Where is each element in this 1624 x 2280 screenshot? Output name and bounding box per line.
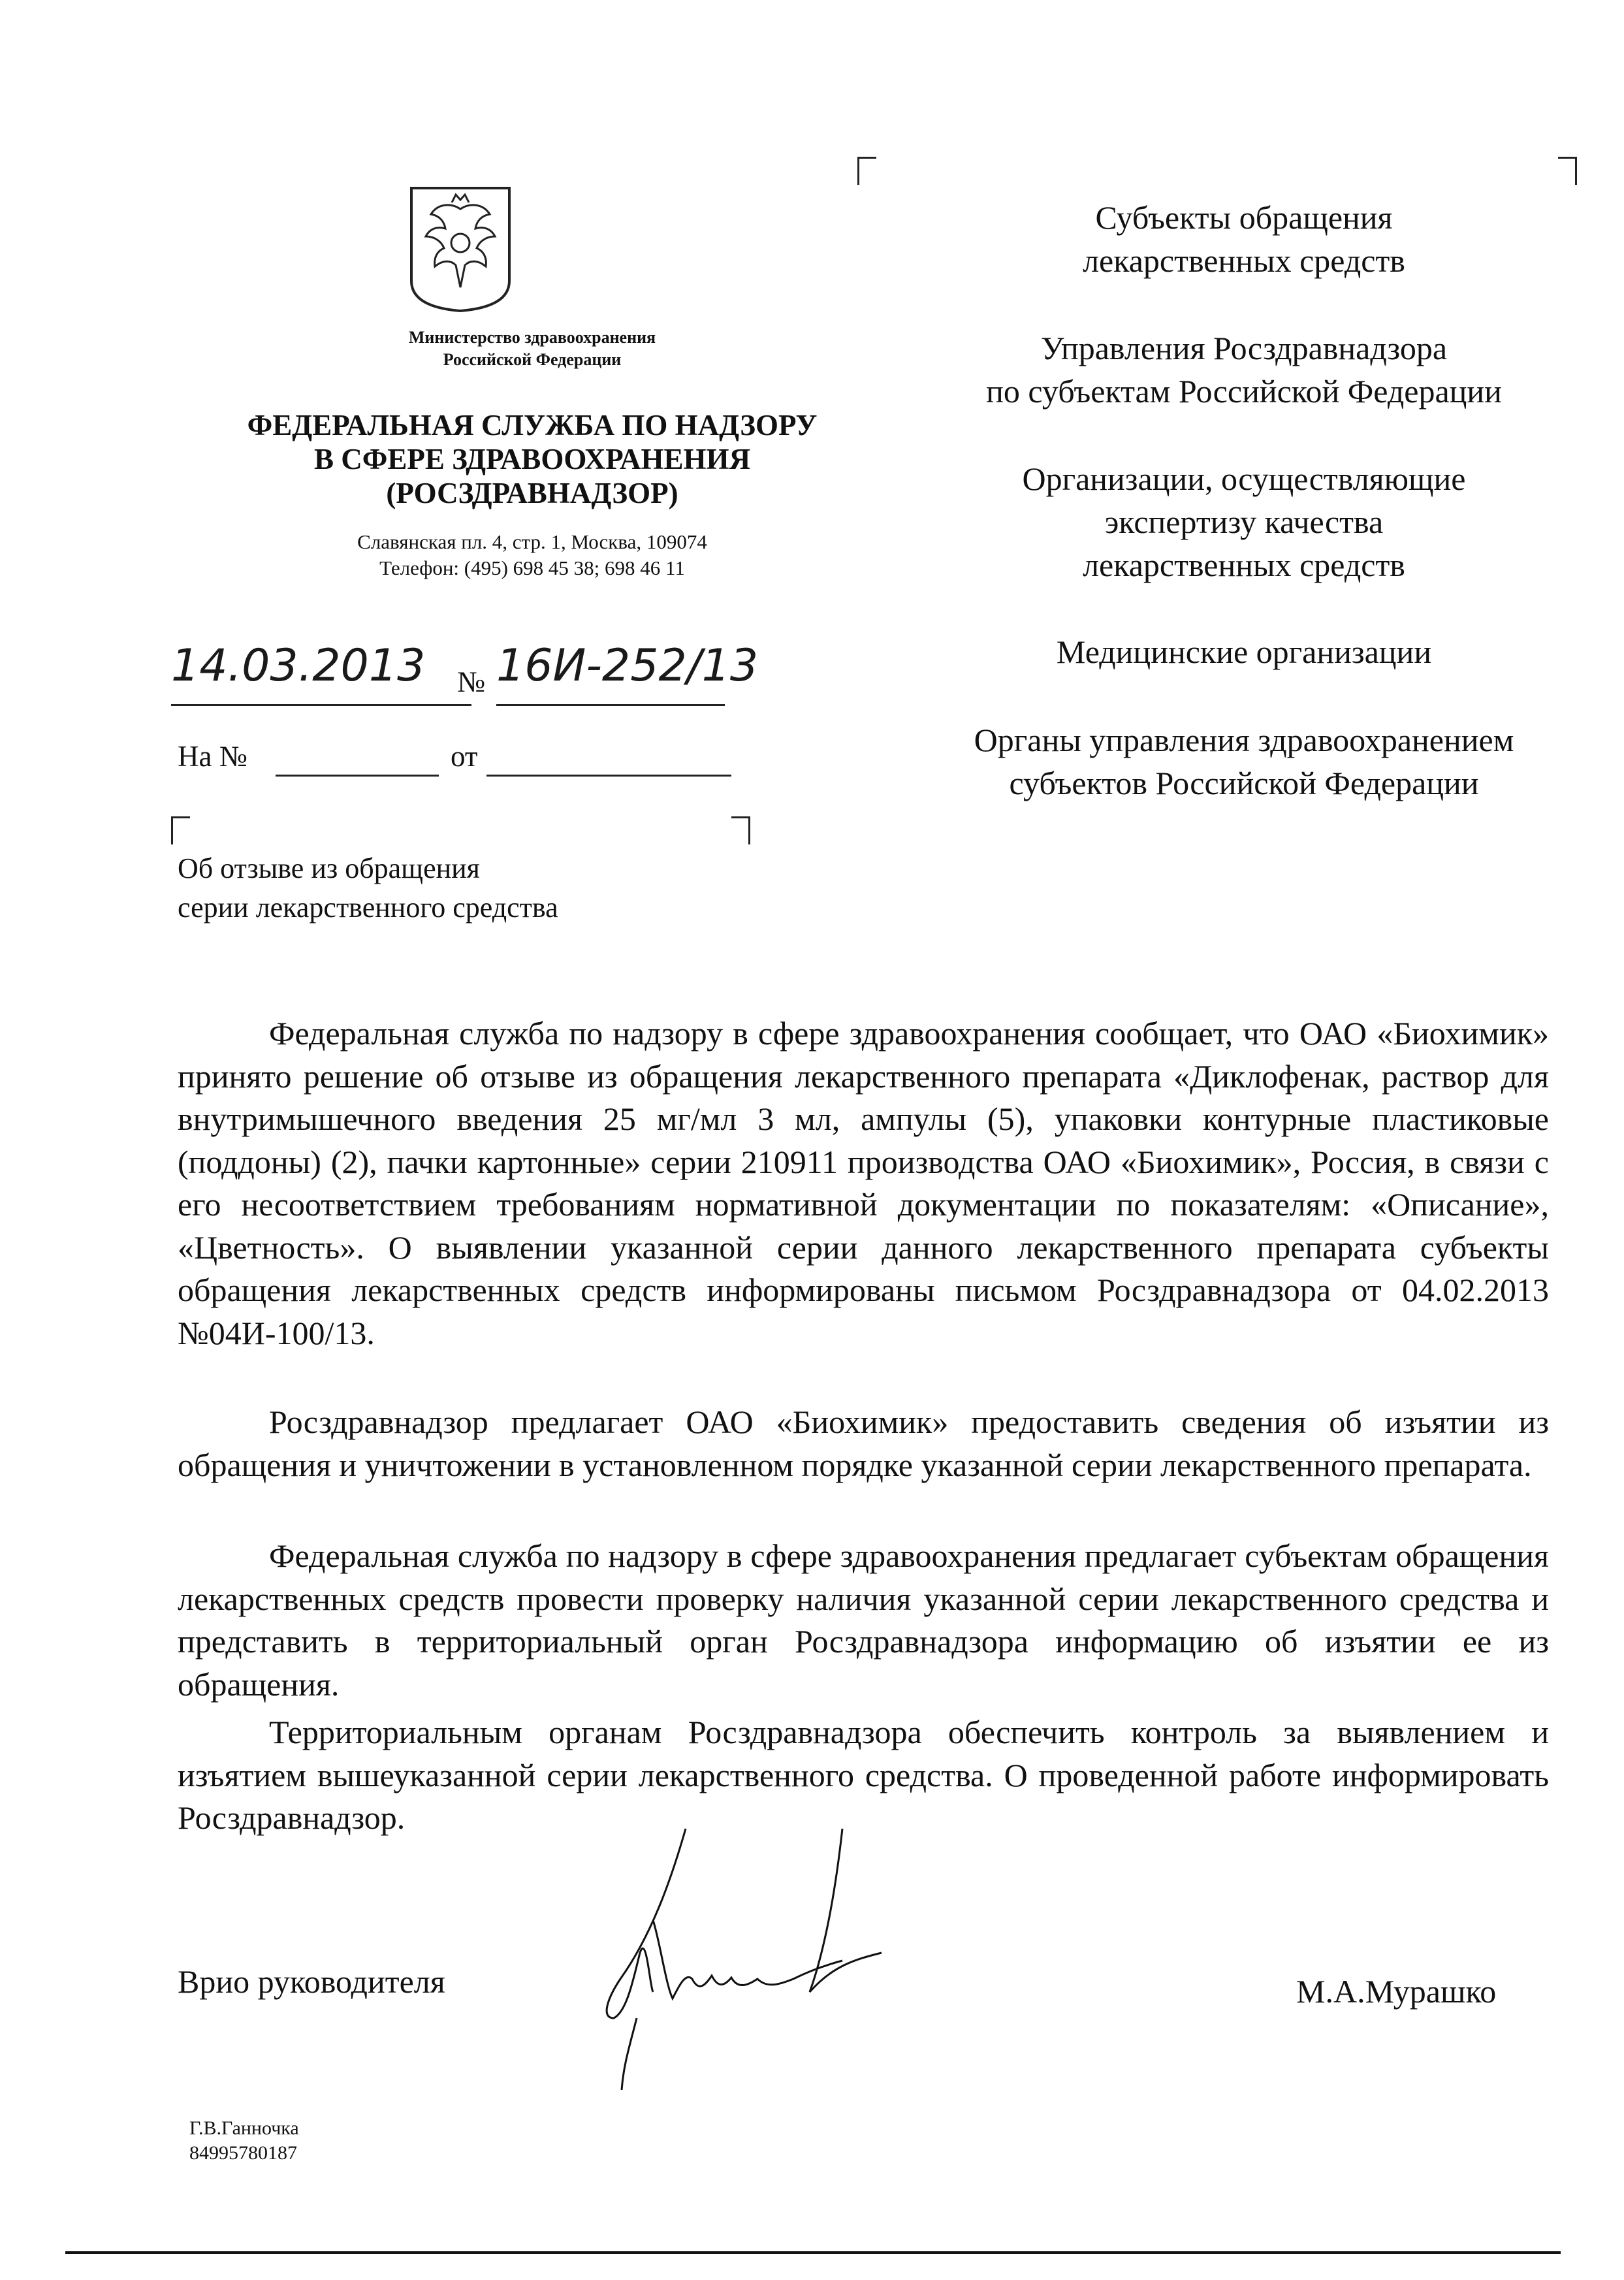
addressee-1: Субъекты обращения лекарственных средств bbox=[1083, 199, 1405, 279]
reg-date-underline bbox=[171, 704, 471, 706]
reg-number-label: № bbox=[457, 666, 485, 698]
addressee-corner-right bbox=[1558, 157, 1577, 185]
executor-name: Г.В.Ганночка bbox=[189, 2117, 299, 2139]
body-paragraph-3: Федеральная служба по надзору в сфере здравоохранения предлагает субъектам обращения лекарственных средств провести проверку наличия указанной серии лекарственного средства и представить в территориальный орган Росздравнадзора информацию об изъятии ее из обращения. bbox=[178, 1537, 1549, 1703]
signer-name: М.А.Мурашко bbox=[1296, 1973, 1497, 2010]
handwritten-signature bbox=[575, 1822, 888, 2096]
body-paragraph-1: Федеральная служба по надзору в сфере здравоохранения сообщает, что ОАО «Биохимик» принято решение об отзыве из обращения лекарственного препарата «Диклофенак, раствор для внутримышечного введения 25 мг/мл 3 мл, ампулы (5), упаковки контурные пластиковые (поддоны) (2), пачки картонные» серии 210911 производства ОАО «Биохимик», Россия, в связи с его несоответствием требованиям нормативной документации по показателям: «Описание», «Цветность». О выявлении указанной серии данного лекарственного препарата субъекты обращения лекарственных средств информированы письмом Росздравнадзора от 04.02.2013 №04И-100/13. bbox=[178, 1015, 1549, 1351]
subject-corner-right bbox=[731, 816, 750, 844]
reply-number-field bbox=[276, 775, 439, 777]
reg-number-underline bbox=[496, 704, 725, 706]
reply-date-label: от bbox=[451, 740, 478, 773]
addressee-2: Управления Росздравнадзора по субъектам Российской Федерации bbox=[986, 330, 1502, 409]
addressee-5: Органы управления здравоохранением субъектов Российской Федерации bbox=[974, 722, 1514, 801]
reg-number: 16И-252/13 bbox=[496, 640, 759, 692]
ministry-name: Министерство здравоохранения Российской Федерации bbox=[408, 328, 656, 369]
coat-of-arms-icon bbox=[405, 183, 516, 313]
addressee-3: Организации, осуществляющие экспертизу качества лекарственных средств bbox=[1022, 460, 1466, 583]
signer-position: Врио руководителя bbox=[178, 1963, 445, 2000]
executor-phone: 84995780187 bbox=[189, 2142, 297, 2164]
addressee-corner-left bbox=[857, 157, 876, 185]
service-name: ФЕДЕРАЛЬНАЯ СЛУЖБА ПО НАДЗОРУ В СФЕРЕ ЗДРАВООХРАНЕНИЯ (РОСЗДРАВНАДЗОР) bbox=[247, 409, 818, 509]
addressee-4: Медицинские организации bbox=[1056, 634, 1432, 670]
service-address: Славянская пл. 4, стр. 1, Москва, 109074 Телефон: (495) 698 45 38; 698 46 11 bbox=[357, 530, 707, 579]
body-paragraph-4: Территориальным органам Росздравнадзора обеспечить контроль за выявлением и изъятием вышеуказанной серии лекарственного средства. О проведенной работе информировать Росздравнадзор. bbox=[178, 1714, 1549, 1836]
reply-number-label: На № bbox=[178, 740, 247, 773]
subject-corner-left bbox=[171, 816, 190, 844]
body-paragraph-2: Росздравнадзор предлагает ОАО «Биохимик» предоставить сведения об изъятии из обращения и уничтожении в установленном порядке указанной серии лекарственного препарата. bbox=[178, 1404, 1549, 1483]
letter-subject: Об отзыве из обращения серии лекарственного средства bbox=[178, 852, 558, 923]
executor-info bbox=[189, 2116, 299, 2166]
reg-date: 14.03.2013 bbox=[171, 640, 426, 692]
bottom-rule bbox=[65, 2251, 1561, 2254]
reply-date-field bbox=[486, 775, 731, 777]
